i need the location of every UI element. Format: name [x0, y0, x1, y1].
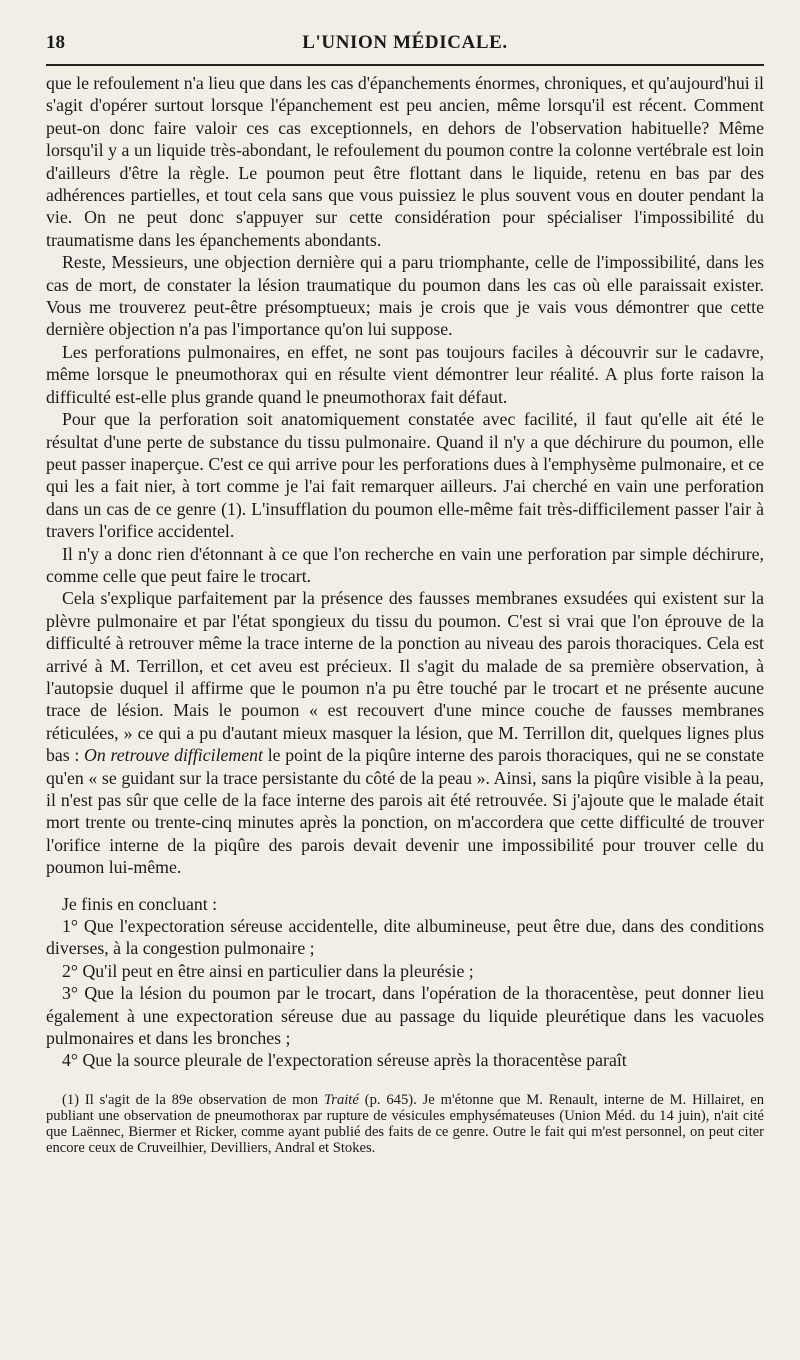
- footnote-text: (1) Il s'agit de la 89e observation de mon: [62, 1091, 319, 1108]
- quoted-emphasis: On retrouve difficilement: [84, 745, 263, 766]
- footnote: [46, 1092, 764, 1157]
- paragraph: Les perforations pulmonaires, en effet, ne sont pas toujours faciles à découvrir sur le cadavre, même lorsque le pneumothorax qui en résulte vient démontrer leur réalité. A plus forte raison la difficulté est-elle plus grande quand le pneumothorax fait défaut.: [46, 341, 764, 407]
- conclusion-item: 4° Que la source pleurale de l'expectoration séreuse après la thoracentèse paraît: [62, 1050, 627, 1071]
- conclusion-item: 1° Que l'expectoration séreuse accidentelle, dite albumineuse, peut être due, dans des conditions diverses, à la congestion pulmonaire ;: [46, 916, 764, 959]
- running-title: L'UNION MÉDICALE.: [302, 32, 508, 53]
- paragraph: Il n'y a donc rien d'étonnant à ce que l'on recherche en vain une perforation par simple déchirure, comme celle que peut faire le trocart.: [46, 543, 764, 586]
- footnote-title: Traité: [323, 1091, 359, 1108]
- footnote-text: (p. 645). Je m'étonne que M. Renault, interne de M. Hillairet, en publiant une observation de pneumothorax par rupture de vésicules emphysémateuses (Union Méd. du 14 juin), n'ait cité que Laënnec, Biermer et Ricker, comme ayant publié des faits de ce genre. Outre le fait qui m'est personnel, on peut citer encore ceux de Cruveilhier, Devilliers, Andral et Stokes.: [46, 1091, 764, 1157]
- conclusion-intro: Je finis en concluant :: [62, 893, 218, 914]
- paragraph: Pour que la perforation soit anatomiquement constatée avec facilité, il faut qu'elle ait été le résultat d'une perte de substance du tissu pulmonaire. Quand il n'y a que déchirure du poumon, elle peut passer inaperçue. C'est ce qui arrive pour les perforations dues à l'emphysème pulmonaire, et ce qui les a fait nier, à tort comme je l'ai fait remarquer ailleurs. J'ai cherché en vain une perforation dans un cas de ce genre (1). L'insufflation du poumon elle-même fait très-difficilement passer l'air à travers l'orifice accidentel.: [46, 409, 764, 542]
- conclusion-item: 2° Qu'il peut en être ainsi en particulier dans la pleurésie ;: [62, 960, 474, 981]
- paragraph-text: Cela s'explique parfaitement par la présence des fausses membranes exsudées qui existent sur la plèvre pulmonaire et par l'état spongieux du tissu du poumon. C'est si vrai que l'on éprouve de la difficulté à retrouver même la trace interne de la ponction au niveau des parois thoraciques. Cela est arrivé à M. Terrillon, et cet aveu est précieux. Il s'agit du malade de sa première observation, à l'autopsie duquel il affirme que le poumon n'a pu être touché par le trocart et ne présente aucune trace de lésion. Mais le poumon « est recouvert d'une mince couche de fausses membranes réticulées, » ce qui a pu d'autant mieux masquer la lésion, que M. Terrillon dit, quelques lignes plus bas :: [46, 588, 764, 766]
- paragraph: [46, 587, 764, 878]
- document-page: [46, 28, 764, 1157]
- article-body: [46, 72, 764, 1072]
- footnotes: [46, 1092, 764, 1157]
- paragraph: que le refoulement n'a lieu que dans les cas d'épanchements énormes, chroniques, et qu'aujourd'hui il s'agit d'opérer surtout lorsque l'épanchement est peu ancien, même lorsqu'il est récent. Comment peut-on donc faire valoir ces cas exceptionnels, en dehors de l'observation habituelle? Même lorsqu'il y a un liquide très-abondant, le refoulement du poumon contre la colonne vertébrale est loin d'ailleurs d'être la règle. Le poumon peut être flottant dans le liquide, retenu en bas par des adhérences partielles, et tout cela sans que vous puissiez le plus souvent vous en douter pendant la vie. On ne peut donc s'appuyer sur cette considération pour spécialiser l'impossibilité du traumatisme dans les épanchements abondants.: [46, 73, 764, 250]
- page-header: [46, 28, 764, 60]
- conclusion-item: 3° Que la lésion du poumon par le trocart, dans l'opération de la thoracentèse, peut donner lieu également à une expectoration séreuse due au passage du liquide pleurétique dans les vacuoles pulmonaires et dans les bronches ;: [46, 983, 764, 1049]
- header-rule: [46, 64, 764, 66]
- paragraph: Reste, Messieurs, une objection dernière qui a paru triomphante, celle de l'impossibilité, dans les cas de mort, de constater la lésion traumatique du poumon dans les cas où elle paraissait exister. Vous me trouverez peut-être présomptueux; mais je crois que je vais vous démontrer que cette dernière objection n'a pas l'importance qu'on lui suppose.: [46, 252, 764, 340]
- page-number: 18: [46, 32, 65, 53]
- paragraph-text: le point de la piqûre interne des parois thoraciques, qui ne se constate qu'en « se guidant sur la trace persistante du côté de la peau ». Ainsi, sans la piqûre visible à la peau, il n'est pas sûr que celle de la face interne des parois ait été retrouvée. Si j'ajoute que le malade était mort trente ou trente-cinq minutes après la ponction, on m'accordera que cette difficulté de trouver l'orifice interne de la piqûre des parois devait devenir une impossibilité pour trouver celle du poumon lui-même.: [46, 745, 764, 878]
